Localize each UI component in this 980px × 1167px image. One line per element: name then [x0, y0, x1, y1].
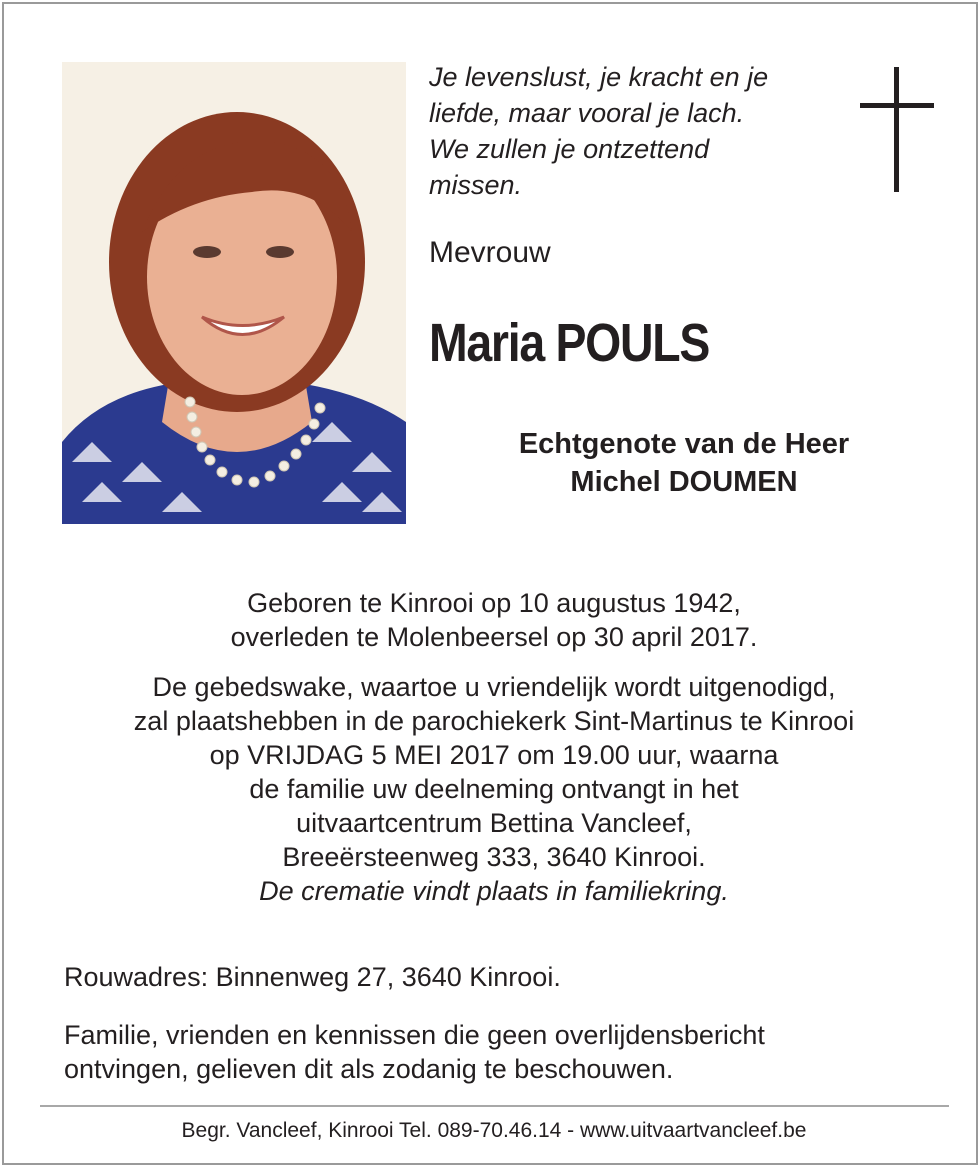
deceased-name: Maria POULS — [429, 313, 710, 373]
quote-line: Je levenslust, je kracht en je — [429, 62, 769, 92]
quote-line: liefde, maar vooral je lach. — [429, 98, 745, 128]
notice-line: Familie, vrienden en kennissen die geen overlijdensbericht — [64, 1020, 765, 1050]
death-line: overleden te Molenbeersel op 30 april 2017. — [230, 622, 758, 652]
spouse-line-1: Echtgenote van de Heer — [518, 428, 850, 460]
wake-line: uitvaartcentrum Bettina Vancleef, — [296, 808, 692, 838]
birth-line: Geboren te Kinrooi op 10 augustus 1942, — [247, 588, 741, 618]
salutation: Mevrouw — [429, 236, 551, 269]
notice-text — [64, 1018, 765, 1086]
ceremony-details — [44, 586, 944, 908]
wake-line: op VRIJDAG 5 MEI 2017 om 19.00 uur, waarna — [209, 740, 779, 770]
footer-divider — [40, 1105, 949, 1107]
mourning-address: Rouwadres: Binnenweg 27, 3640 Kinrooi. — [64, 962, 561, 992]
wake-line: De gebedswake, waartoe u vriendelijk wordt uitgenodigd, — [152, 672, 836, 702]
wake-line: zal plaatshebben in de parochiekerk Sint-Martinus te Kinrooi — [133, 706, 855, 736]
death-notice-card — [2, 2, 978, 1165]
quote-line: We zullen je ontzettend — [429, 134, 710, 164]
portrait-photo — [62, 62, 406, 524]
quote-line: missen. — [429, 170, 523, 200]
cross-icon — [860, 67, 934, 192]
memorial-quote — [429, 59, 839, 203]
wake-line: Breeërsteenweg 333, 3640 Kinrooi. — [282, 842, 706, 872]
wake-line: de familie uw deelneming ontvangt in het — [249, 774, 739, 804]
spouse-line-2: Michel DOUMEN — [570, 466, 798, 498]
notice-line: ontvingen, gelieven dit als zodanig te beschouwen. — [64, 1054, 674, 1084]
portrait-illustration — [62, 62, 406, 524]
cremation-line: De crematie vindt plaats in familiekring. — [259, 876, 729, 906]
spouse-info — [424, 425, 944, 501]
funeral-director-footer: Begr. Vancleef, Kinrooi Tel. 089-70.46.14 - www.uitvaartvancleef.be — [181, 1119, 807, 1142]
